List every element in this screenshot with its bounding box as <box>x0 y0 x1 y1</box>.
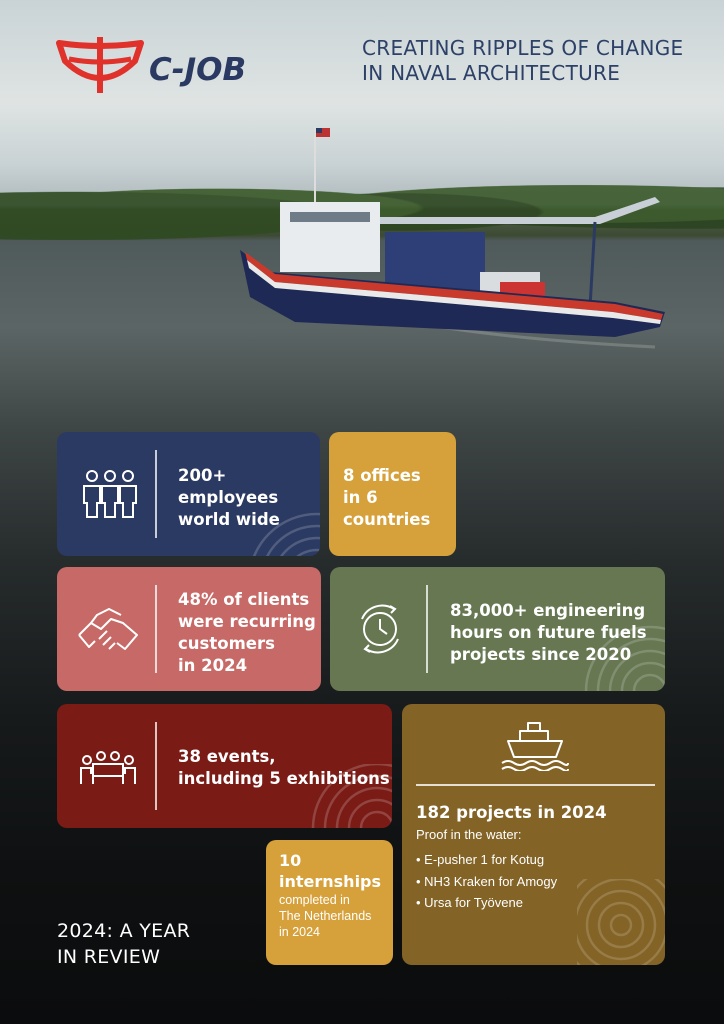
clock-icon <box>354 603 406 655</box>
employees-line-2: employees <box>178 488 279 507</box>
handshake-icon <box>77 605 139 655</box>
c-job-logo[interactable] <box>55 35 270 102</box>
hours-card <box>330 567 665 691</box>
internships-line-2: The Netherlands <box>279 909 372 923</box>
card-divider <box>426 585 428 673</box>
card-divider <box>155 722 157 810</box>
card-divider <box>155 585 157 673</box>
events-line-1: 38 events, <box>178 747 276 766</box>
projects-card <box>402 704 665 965</box>
projects-headline: 182 projects in 2024 <box>416 803 607 822</box>
meeting-icon <box>79 750 137 786</box>
ship-hull-logo-icon <box>55 35 270 97</box>
offices-line-2: in 6 <box>343 488 378 507</box>
employees-card <box>57 432 320 556</box>
ship-icon <box>500 719 570 771</box>
people-icon <box>81 469 139 519</box>
employees-line-3: world wide <box>178 510 280 529</box>
internships-line-3: in 2024 <box>279 925 321 939</box>
employees-stat <box>178 465 280 531</box>
internships-count: 10 <box>279 851 302 870</box>
clients-stat <box>178 589 316 677</box>
hours-line-1: 83,000+ engineering <box>450 601 646 620</box>
year-in-review-title <box>57 918 190 970</box>
internships-stat <box>279 850 389 940</box>
projects-subtitle: Proof in the water: <box>416 827 522 842</box>
offices-stat <box>343 465 430 531</box>
tagline-line1: CREATING RIPPLES OF CHANGE <box>362 36 684 60</box>
internships-label: internships <box>279 872 382 891</box>
internships-card <box>266 840 393 965</box>
clients-line-4: in 2024 <box>178 656 248 675</box>
offices-line-3: countries <box>343 510 431 529</box>
card-divider <box>416 784 655 786</box>
footer-line-2: IN REVIEW <box>57 946 161 968</box>
internships-line-1: completed in <box>279 893 350 907</box>
hours-line-2: hours on future fuels <box>450 623 647 642</box>
footer-line-1: 2024: A YEAR <box>57 920 191 942</box>
hours-line-3: projects since 2020 <box>450 645 632 664</box>
events-line-2: including 5 exhibitions <box>178 769 390 788</box>
clients-card <box>57 567 321 691</box>
brand-name: C-JOB <box>149 52 247 88</box>
card-divider <box>155 450 157 538</box>
events-card <box>57 704 392 828</box>
list-item: • E-pusher 1 for Kotug <box>416 849 557 871</box>
ripple-decoration <box>577 879 665 965</box>
events-stat <box>178 746 390 790</box>
offices-line-1: 8 offices <box>343 466 421 485</box>
tugboat-illustration <box>235 122 675 352</box>
projects-list <box>416 849 557 914</box>
tagline-line2: IN NAVAL ARCHITECTURE <box>362 61 621 85</box>
tagline <box>362 36 702 86</box>
employees-line-1: 200+ <box>178 466 227 485</box>
clients-line-3: customers <box>178 634 275 653</box>
offices-card <box>329 432 456 556</box>
clients-line-1: 48% of clients <box>178 590 310 609</box>
clients-line-2: were recurring <box>178 612 316 631</box>
list-item: • NH3 Kraken for Amogy <box>416 871 557 893</box>
list-item: • Ursa for Työvene <box>416 892 557 914</box>
hours-stat <box>450 600 647 666</box>
